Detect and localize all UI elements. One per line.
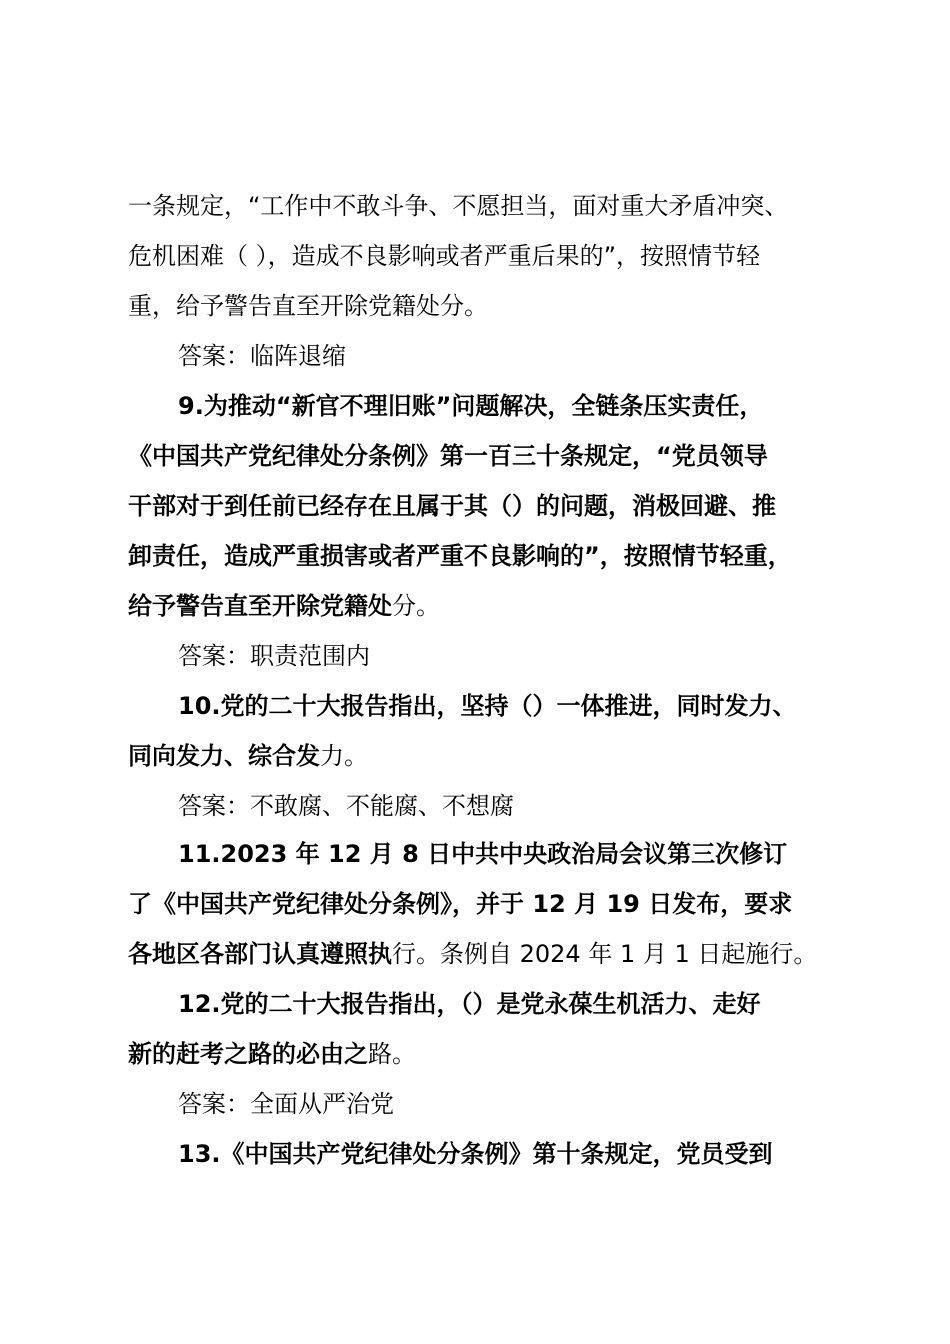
question-10-line — [178, 688, 898, 724]
answer-line — [178, 638, 898, 674]
question-13-line — [178, 1136, 898, 1172]
text-segment: 路。 — [368, 1040, 416, 1068]
question-11-line — [178, 836, 898, 872]
text-line — [128, 238, 848, 274]
question-9-line — [178, 388, 898, 424]
text-segment: 10.党的二十大报告指出，坚持（）一体推进，同时发力、 — [178, 692, 797, 720]
text-segment: 12.党的二十大报告指出，（）是党永葆生机活力、走好 — [178, 990, 761, 1018]
text-segment: 分。 — [392, 592, 440, 620]
text-line — [128, 288, 848, 324]
text-segment: 干部对于到任前已经存在且属于其（）的问题，消极回避、推 — [128, 492, 776, 520]
text-segment: 同向发力、综合发 — [128, 742, 320, 770]
text-segment: 《中国共产党纪律处分条例》第一百三十条规定，“党员领导 — [128, 442, 768, 470]
answer-line — [178, 788, 898, 824]
question-12-line — [178, 986, 898, 1022]
question-9-line — [128, 538, 848, 574]
text-segment: 11.2023 年 12 月 8 日中共中央政治局会议第三次修订 — [178, 840, 788, 868]
question-11-line — [128, 936, 848, 972]
answer-line — [178, 338, 898, 374]
text-segment: 了《中国共产党纪律处分条例》，并于 12 月 19 日发布，要求 — [128, 890, 793, 918]
text-segment: 给予警告直至开除党籍处 — [128, 592, 392, 620]
text-line — [128, 188, 848, 224]
text-segment: 9.为推动“新官不理旧账”问题解决，全链条压实责任， — [178, 392, 764, 420]
text-segment: 力。 — [320, 742, 368, 770]
question-9-line — [128, 588, 848, 624]
text-segment: 重，给予警告直至开除党籍处分。 — [128, 292, 488, 320]
answer-line — [178, 1086, 898, 1122]
text-segment: 新的赶考之路的必由之 — [128, 1040, 368, 1068]
text-segment: 危机困难（ ），造成不良影响或者严重后果的”，按照情节轻 — [128, 242, 761, 270]
question-9-line — [128, 488, 848, 524]
answer-text: 答案：职责范围内 — [178, 642, 370, 670]
answer-text: 答案：全面从严治党 — [178, 1090, 394, 1118]
answer-text: 答案：不敢腐、不能腐、不想腐 — [178, 792, 514, 820]
question-10-line — [128, 738, 848, 774]
question-11-line — [128, 886, 848, 922]
text-segment: 各地区各部门认真遵照执 — [128, 940, 392, 968]
text-segment: 一条规定，“工作中不敢斗争、不愿担当，面对重大矛盾冲突、 — [128, 192, 789, 220]
question-9-line — [128, 438, 848, 474]
question-12-line — [128, 1036, 848, 1072]
text-segment: 卸责任，造成严重损害或者严重不良影响的”，按照情节轻重， — [128, 542, 792, 570]
answer-text: 答案：临阵退缩 — [178, 342, 346, 370]
text-segment: 行。条例自 2024 年 1 月 1 日起施行。 — [392, 940, 818, 968]
text-segment: 13.《中国共产党纪律处分条例》第十条规定，党员受到 — [178, 1140, 773, 1168]
